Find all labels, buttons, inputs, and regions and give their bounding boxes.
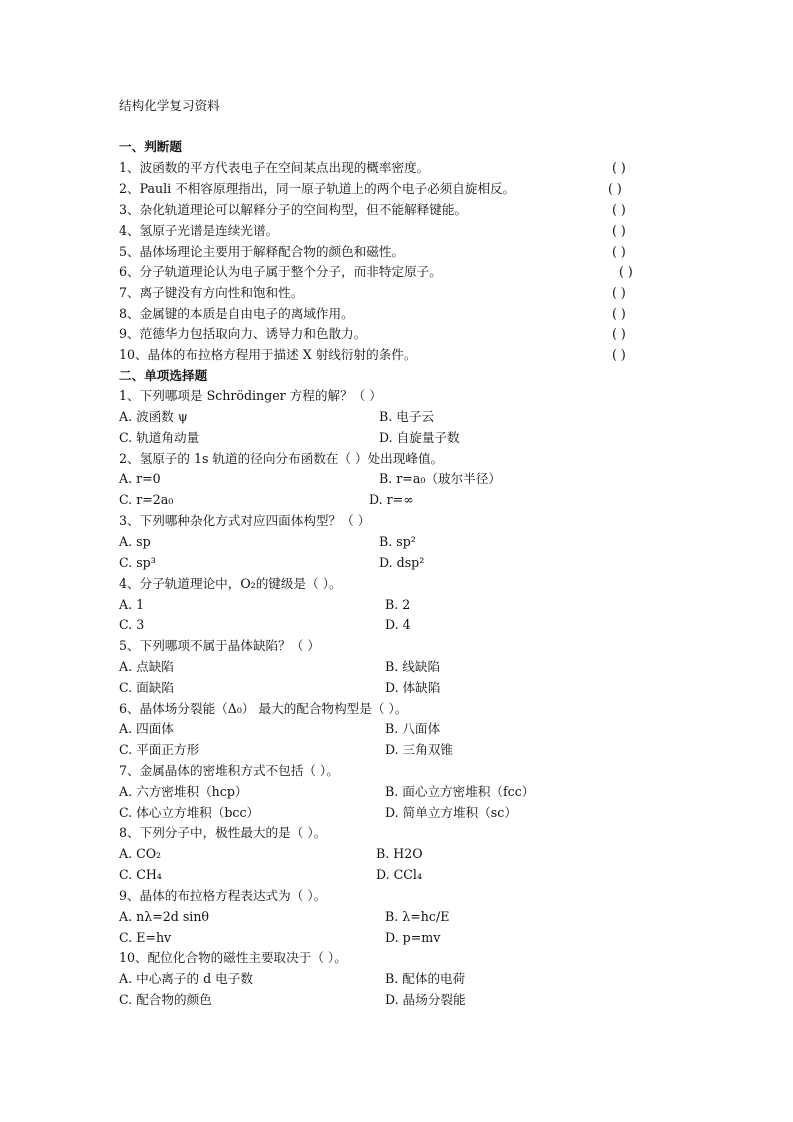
tf-question: 2、Pauli 不相容原理指出，同一原子轨道上的两个电子必须自旋相反。 [119, 181, 516, 196]
option-c: C. sp³ [119, 555, 156, 570]
option-d: D. p=mv [385, 930, 441, 945]
section-heading-true-false: 一、判断题 [119, 139, 182, 154]
option-c: C. 轨道角动量 [119, 430, 200, 445]
option-c: C. r=2a₀ [119, 492, 174, 507]
tf-question: 9、范德华力包括取向力、诱导力和色散力。 [119, 326, 367, 341]
answer-blank: ( ) [612, 306, 626, 321]
option-a: A. 四面体 [119, 721, 174, 736]
option-a: A. 中心离子的 d 电子数 [119, 971, 253, 986]
tf-item [119, 345, 626, 366]
option-b: B. 八面体 [385, 721, 441, 736]
tf-question: 5、晶体场理论主要用于解释配合物的颜色和磁性。 [119, 244, 405, 259]
option-d: D. 体缺陷 [385, 680, 441, 695]
option-b: B. 电子云 [379, 409, 435, 424]
option-d: D. 自旋量子数 [379, 430, 460, 445]
document-title: 结构化学复习资料 [119, 98, 220, 113]
option-c: C. 平面正方形 [119, 742, 200, 757]
answer-blank: ( ) [612, 202, 626, 217]
mc-question: 8、下列分子中，极性最大的是（ ）。 [119, 825, 327, 840]
tf-question: 8、金属键的本质是自由电子的离域作用。 [119, 306, 354, 321]
tf-item [119, 158, 626, 179]
option-b: B. H2O [376, 846, 423, 861]
option-c: C. E=hv [119, 930, 172, 945]
tf-item [119, 262, 633, 283]
tf-question: 3、杂化轨道理论可以解释分子的空间构型，但不能解释键能。 [119, 202, 468, 217]
option-c: C. 3 [119, 617, 145, 632]
answer-blank: ( ) [612, 285, 626, 300]
option-d: D. r=∞ [369, 492, 414, 507]
mc-question: 7、金属晶体的密堆积方式不包括（ ）。 [119, 763, 339, 778]
option-b: B. r=a₀（玻尔半径） [379, 471, 501, 486]
option-a: A. 波函数 ψ [119, 409, 188, 424]
option-a: A. r=0 [119, 471, 161, 486]
answer-blank: ( ) [612, 160, 626, 175]
option-a: A. 1 [119, 597, 145, 612]
tf-item [119, 242, 626, 263]
option-a: A. 六方密堆积（hcp） [119, 784, 248, 799]
tf-item [119, 283, 626, 304]
tf-question: 1、波函数的平方代表电子在空间某点出现的概率密度。 [119, 160, 430, 175]
tf-item [119, 179, 622, 200]
mc-question: 10、配位化合物的磁性主要取决于（ ）。 [119, 950, 347, 965]
option-c: C. CH₄ [119, 867, 162, 882]
option-a: A. sp [119, 534, 151, 549]
answer-blank: ( ) [612, 326, 626, 341]
tf-item [119, 200, 626, 221]
tf-item [119, 324, 626, 345]
option-c: C. 面缺陷 [119, 680, 174, 695]
option-c: C. 配合物的颜色 [119, 992, 212, 1007]
answer-blank: ( ) [608, 181, 622, 196]
mc-question: 5、下列哪项不属于晶体缺陷？（ ） [119, 638, 320, 653]
mc-question: 9、晶体的布拉格方程表达式为（ ）。 [119, 888, 327, 903]
option-d: D. 三角双锥 [385, 742, 454, 757]
option-a: A. CO₂ [119, 846, 162, 861]
option-b: B. 线缺陷 [385, 659, 441, 674]
tf-question: 10、晶体的布拉格方程用于描述 X 射线衍射的条件。 [119, 347, 417, 362]
option-c: C. 体心立方堆积（bcc） [119, 805, 260, 820]
option-b: B. sp² [379, 534, 416, 549]
mc-question: 1、下列哪项是 Schrödinger 方程的解？（ ） [119, 388, 382, 403]
mc-question: 3、下列哪种杂化方式对应四面体构型？（ ） [119, 513, 371, 528]
mc-question: 6、晶体场分裂能（Δ₀） 最大的配合物构型是（ ）。 [119, 701, 408, 716]
tf-question: 4、氢原子光谱是连续光谱。 [119, 223, 279, 238]
tf-question: 7、离子键没有方向性和饱和性。 [119, 285, 304, 300]
option-d: D. 晶场分裂能 [385, 992, 466, 1007]
option-a: A. nλ=2d sinθ [119, 909, 210, 924]
option-d: D. CCl₄ [376, 867, 423, 882]
answer-blank: ( ) [612, 244, 626, 259]
answer-blank: ( ) [612, 347, 626, 362]
option-d: D. 简单立方堆积（sc） [385, 805, 517, 820]
section-heading-multiple-choice: 二、单项选择题 [119, 368, 208, 383]
answer-blank: ( ) [612, 223, 626, 238]
tf-item [119, 304, 626, 325]
tf-item [119, 221, 626, 242]
option-b: B. λ=hc/E [385, 909, 450, 924]
answer-blank: ( ) [619, 264, 633, 279]
option-b: B. 配体的电荷 [385, 971, 466, 986]
option-b: B. 2 [385, 597, 411, 612]
option-d: D. dsp² [379, 555, 425, 570]
tf-question: 6、分子轨道理论认为电子属于整个分子，而非特定原子。 [119, 264, 442, 279]
mc-question: 2、氢原子的 1s 轨道的径向分布函数在（ ）处出现峰值。 [119, 451, 444, 466]
option-b: B. 面心立方密堆积（fcc） [385, 784, 535, 799]
mc-question: 4、分子轨道理论中，O₂的键级是（ ）。 [119, 576, 342, 591]
option-a: A. 点缺陷 [119, 659, 174, 674]
option-d: D. 4 [385, 617, 411, 632]
